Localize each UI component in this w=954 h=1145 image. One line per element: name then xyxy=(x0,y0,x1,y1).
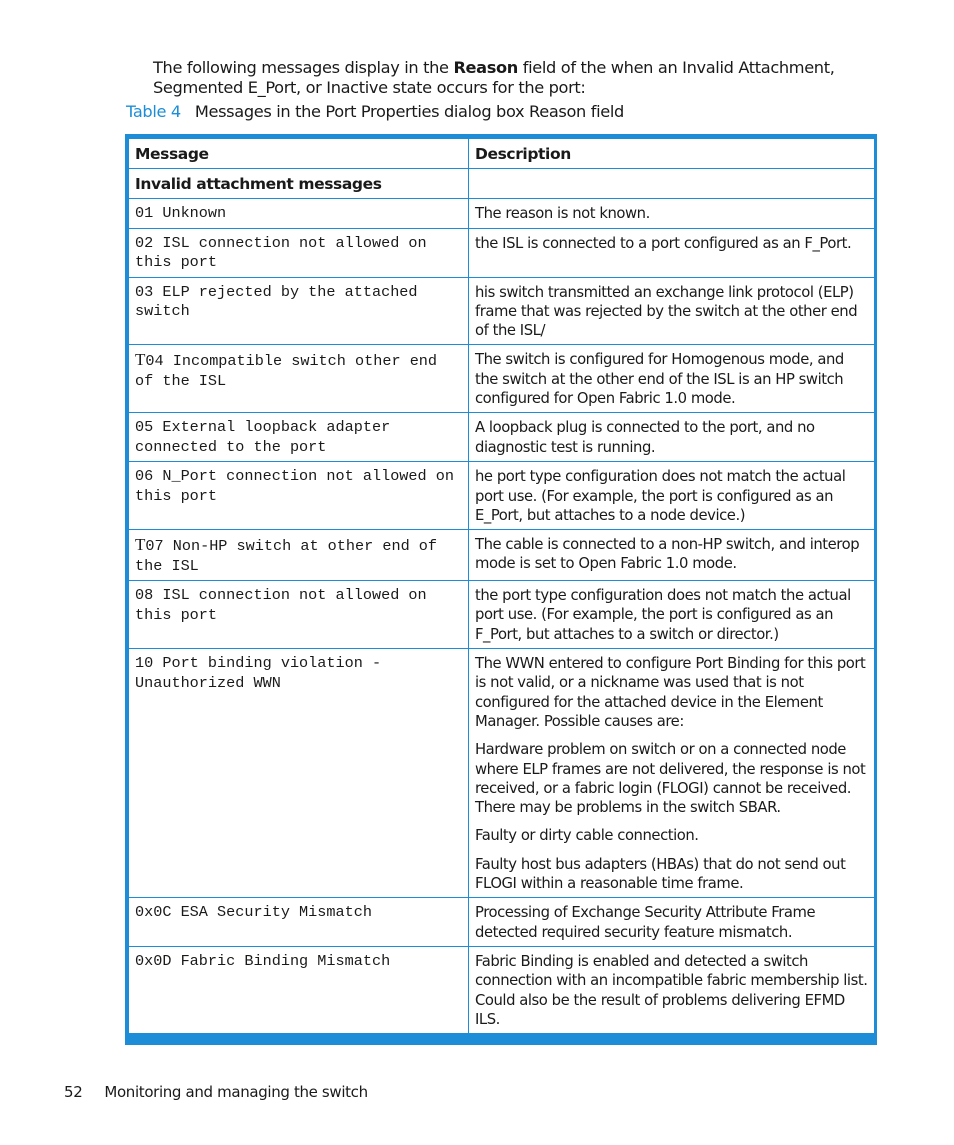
description-cell xyxy=(469,649,875,898)
description-cell xyxy=(469,345,875,413)
message-text: 06 N_Port connection not allowed on this port xyxy=(135,467,464,505)
message-text: 03 ELP rejected by the attached switch xyxy=(135,282,427,320)
section-empty-cell xyxy=(469,169,875,199)
table-row xyxy=(129,199,875,229)
description-paragraph: Hardware problem on switch or on a connected node where ELP frames are not delivered, the response is not received, or a fabric login (FLOGI) cannot be received. There may be problems in the switch SBAR. xyxy=(475,741,866,817)
message-cell xyxy=(129,649,469,898)
page-footer xyxy=(64,1082,368,1102)
table-row xyxy=(129,228,875,277)
message-cell xyxy=(129,898,469,947)
table-caption xyxy=(126,102,886,122)
message-text: 07 Non-HP switch at other end of the ISL xyxy=(135,537,447,575)
description-paragraph: A loopback plug is connected to the port, and no diagnostic test is running. xyxy=(475,419,815,456)
table-row xyxy=(129,462,875,530)
message-text: 08 ISL connection not allowed on this port xyxy=(135,586,436,624)
description-cell xyxy=(469,530,875,581)
table-title: Messages in the Port Properties dialog box Reason field xyxy=(194,102,624,121)
table-row xyxy=(129,649,875,898)
table-row xyxy=(129,277,875,345)
message-cell xyxy=(129,462,469,530)
description-paragraph: he port type configuration does not match the actual port use. (For example, the port is configured as an E_Port, but attaches to a node device.) xyxy=(475,468,846,524)
message-cell xyxy=(129,277,469,345)
description-paragraph: the ISL is connected to a port configured as an F_Port. xyxy=(475,234,852,252)
description-paragraph: The switch is configured for Homogenous mode, and the switch at the other end of the ISL is an HP switch configured for Open Fabric 1.0 mode. xyxy=(475,351,844,407)
message-cell xyxy=(129,946,469,1033)
message-text: 02 ISL connection not allowed on this port xyxy=(135,233,436,271)
description-paragraph: the port type configuration does not match the actual port use. (For example, the port is configured as an F_Port, but attaches to a switch or director.) xyxy=(475,587,851,643)
description-cell xyxy=(469,581,875,649)
intro-bold-term: Reason xyxy=(453,58,518,77)
table-row xyxy=(129,946,875,1033)
description-paragraph: Processing of Exchange Security Attribute Frame detected required security feature mismatch. xyxy=(475,904,816,941)
table-row xyxy=(129,898,875,947)
description-cell xyxy=(469,462,875,530)
message-cell xyxy=(129,581,469,649)
description-cell xyxy=(469,228,875,277)
message-cell xyxy=(129,530,469,581)
table-row xyxy=(129,581,875,649)
message-text: 0x0C ESA Security Mismatch xyxy=(135,903,372,922)
intro-text-before: The following messages display in the xyxy=(153,58,454,77)
message-cell xyxy=(129,199,469,229)
intro-paragraph xyxy=(153,58,853,98)
message-cell xyxy=(129,228,469,277)
description-paragraph: The cable is connected to a non-HP switch, and interop mode is set to Open Fabric 1.0 mode. xyxy=(475,536,860,573)
description-paragraph: his switch transmitted an exchange link protocol (ELP) frame that was rejected by the switch at the other end of the ISL/ xyxy=(475,283,858,340)
message-lead-char: T xyxy=(135,535,146,555)
messages-table-frame xyxy=(125,134,877,1045)
message-text: 01 Unknown xyxy=(135,204,227,222)
description-paragraph: Faulty host bus adapters (HBAs) that do not send out FLOGI within a reasonable time frame. xyxy=(475,855,846,893)
table-row xyxy=(129,530,875,581)
message-text: 0x0D Fabric Binding Mismatch xyxy=(135,951,391,970)
message-cell xyxy=(129,413,469,462)
message-cell xyxy=(129,345,469,413)
table-row xyxy=(129,413,875,462)
description-cell xyxy=(469,946,875,1033)
description-paragraph: Fabric Binding is enabled and detected a switch connection with an incompatible fabric membership list. Could also be the result of problems delivering EFMD ILS. xyxy=(475,952,868,1028)
description-cell xyxy=(469,199,875,229)
table-row xyxy=(129,345,875,413)
description-cell xyxy=(469,277,875,345)
intro-text-after: field of the when an Invalid Attachment, Segmented E_Port, or Inactive state occurs for the port: xyxy=(153,58,835,97)
footer-section-title: Monitoring and managing the switch xyxy=(104,1083,368,1101)
message-text: 05 External loopback adapter connected to the port xyxy=(135,418,400,456)
header-description: Description xyxy=(469,139,875,169)
description-cell xyxy=(469,413,875,462)
table-header-row xyxy=(129,139,875,169)
section-row xyxy=(129,169,875,199)
message-lead-char: T xyxy=(135,350,146,370)
section-label: Invalid attachment messages xyxy=(129,169,469,199)
header-message: Message xyxy=(129,139,469,169)
description-paragraph: The reason is not known. xyxy=(475,205,650,222)
message-text: 04 Incompatible switch other end of the ISL xyxy=(135,352,447,390)
description-paragraph: Faulty or dirty cable connection. xyxy=(475,827,699,845)
messages-table xyxy=(128,138,875,1034)
description-cell xyxy=(469,898,875,947)
page-number: 52 xyxy=(64,1083,83,1101)
table-number: Table 4 xyxy=(126,102,181,121)
message-text: 10 Port binding violation - Unauthorized WWN xyxy=(135,654,391,692)
description-paragraph: The WWN entered to configure Port Binding for this port is not valid, or a nickname was used that is not configured for the attached device in the Element Manager. Possible causes are: xyxy=(475,655,866,730)
